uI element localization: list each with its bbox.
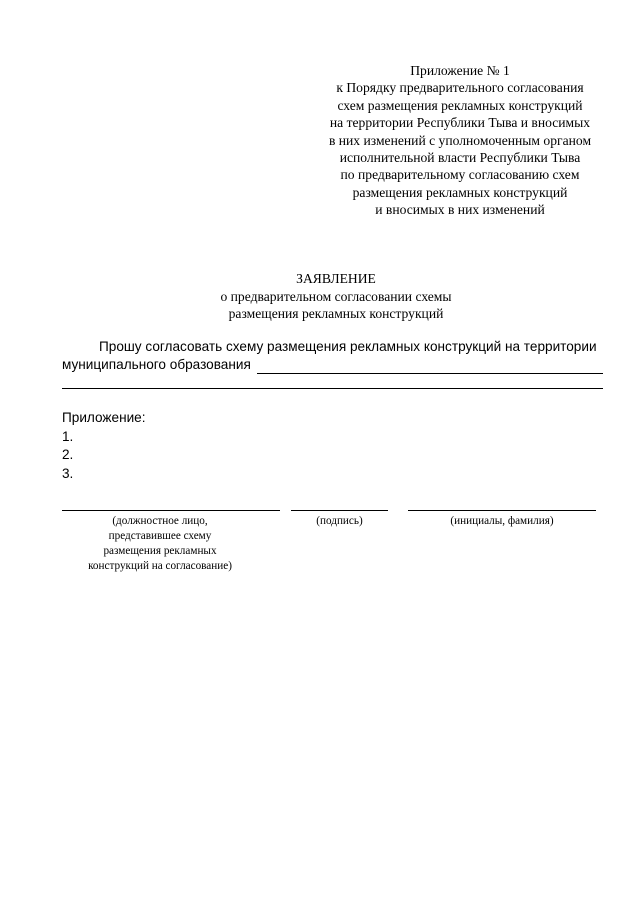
- signature-caption-text: (подпись): [316, 515, 363, 527]
- appendix-header: [300, 62, 620, 219]
- attachment-item: 2.: [62, 447, 74, 462]
- signature-line[interactable]: [291, 510, 388, 511]
- official-caption-line: (должностное лицо,: [112, 515, 208, 527]
- official-caption: [40, 514, 280, 574]
- name-signature-line[interactable]: [408, 510, 596, 511]
- attachments-label: Приложение:: [62, 410, 146, 425]
- municipality-field-continuation[interactable]: [62, 388, 603, 389]
- attachment-item: 1.: [62, 428, 74, 444]
- appendix-line: к Порядку предварительного согласования: [336, 80, 584, 96]
- appendix-line: исполнительной власти Республики Тыва: [339, 150, 581, 166]
- name-caption: [408, 514, 596, 529]
- municipality-field[interactable]: [257, 359, 603, 374]
- attachments-list: [62, 409, 146, 483]
- document-subtitle-line: о предварительном согласовании схемы: [220, 288, 452, 304]
- appendix-line: в них изменений с уполномоченным органом: [328, 132, 592, 148]
- document-subtitle-line: размещения рекламных конструкций: [228, 306, 444, 321]
- attachment-item: 3.: [62, 465, 74, 481]
- document-title: ЗАЯВЛЕНИЕ: [296, 271, 376, 286]
- appendix-line: и вносимых в них изменений: [375, 202, 545, 218]
- appendix-line: Приложение № 1: [410, 63, 510, 78]
- official-caption-line: конструкций на согласование): [88, 560, 232, 572]
- appendix-line: по предварительному согласованию схем: [340, 167, 580, 183]
- request-text-line: Прошу согласовать схему размещения рекламных конструкций на территории: [99, 339, 597, 354]
- appendix-line: схем размещения рекламных конструкций: [337, 97, 583, 113]
- appendix-line: на территории Республики Тыва и вносимых: [329, 115, 591, 131]
- municipality-label: муниципального образования: [62, 357, 251, 372]
- official-signature-line[interactable]: [62, 510, 280, 511]
- request-paragraph: [62, 338, 607, 374]
- appendix-line: размещения рекламных конструкций: [352, 184, 568, 200]
- name-caption-text: (инициалы, фамилия): [450, 515, 554, 527]
- municipality-row: [62, 356, 607, 374]
- official-caption-line: размещения рекламных: [103, 545, 217, 557]
- document-title-block: [0, 270, 640, 323]
- official-caption-line: представившее схему: [108, 530, 212, 542]
- signature-caption: [291, 514, 388, 529]
